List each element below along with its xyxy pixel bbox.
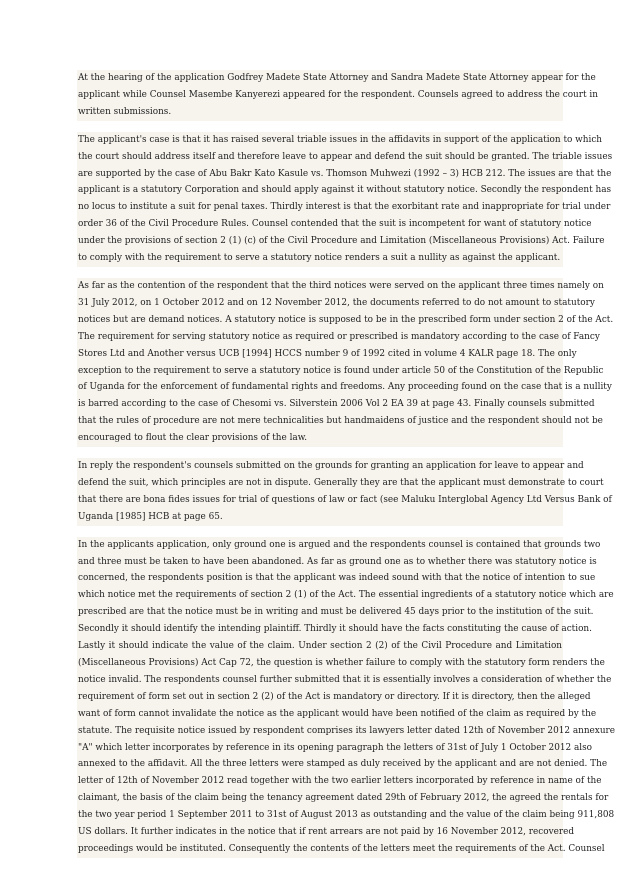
text-line: which notice met the requirements of section 2 (1) of the Act. The essential ingredients of a statutory notice which are xyxy=(78,590,614,601)
text-line: the two year period 1 September 2011 to 31st of August 2013 as outstanding and the value of the claim being 911,808 xyxy=(78,810,615,821)
text-line: proceedings would be instituted. Consequently the contents of the letters meet the requirements of the Act. Counsel xyxy=(78,843,605,854)
text-line: As far as the contention of the respondent that the third notices were served on the applicant three times namely on xyxy=(78,280,604,291)
text-line: requirement of form set out in section 2 (2) of the Act is mandatory or directory. If it is directory, then the alleged xyxy=(78,691,591,702)
text-line: annexed to the affidavit. All the three letters were stamped as duly received by the applicant and are not denied. The xyxy=(78,759,608,770)
paragraph-4 xyxy=(77,458,612,526)
text-line: order 36 of the Civil Procedure Rules. Counsel contended that the suit is incompetent for want of statutory notice xyxy=(78,219,592,230)
document-body xyxy=(77,70,616,869)
text-line: In reply the respondent's counsels submitted on the grounds for granting an application for leave to appear and xyxy=(78,461,584,472)
text-line: are supported by the case of Abu Bakr Kato Kasule vs. Thomson Muhwezi (1992 – 3) HCB 212. The issues are that the xyxy=(78,168,612,179)
text-line: of Uganda for the enforcement of fundamental rights and freedoms. Any proceeding found on the case that is a nullity xyxy=(78,382,612,393)
text-line: In the applicants application, only ground one is argued and the respondents counsel is contained that grounds two xyxy=(78,539,601,550)
text-line: to comply with the requirement to serve a statutory notice renders a suit a nullity as against the applicant. xyxy=(78,253,561,264)
paragraph-3 xyxy=(77,278,614,447)
text-line: encouraged to flout the clear provisions of the law. xyxy=(78,433,308,444)
paragraph-5 xyxy=(77,537,616,858)
text-line: that there are bona fides issues for trial of questions of law or fact (see Maluku Interglobal Agency Ltd Versus Bank of xyxy=(78,494,612,505)
text-line: 31 July 2012, on 1 October 2012 and on 12 November 2012, the documents referred to do not amount to statutory xyxy=(78,297,595,308)
text-line: Lastly it should indicate the value of the claim. Under section 2 (2) of the Civil Procedure and Limitation xyxy=(78,641,562,652)
text-line: written submissions. xyxy=(78,106,172,117)
text-line: prescribed are that the notice must be in writing and must be delivered 45 days prior to the institution of the suit. xyxy=(78,607,594,618)
text-line: and three must be taken to have been abandoned. As far as ground one as to whether there was statutory notice is xyxy=(78,556,597,567)
text-line: want of form cannot invalidate the notice as the applicant would have been notified of the claim as required by the xyxy=(78,708,597,719)
text-line: Secondly it should identify the intending plaintiff. Thirdly it should have the facts constituting the cause of action. xyxy=(78,624,592,635)
text-line: The requirement for serving statutory notice as required or prescribed is mandatory according to the case of Fancy xyxy=(78,331,600,342)
text-line: Uganda [1985] HCB at page 65. xyxy=(78,511,223,522)
text-line: applicant is a statutory Corporation and should apply against it without statutory notice. Secondly the respondent has xyxy=(78,185,612,196)
text-line: statute. The requisite notice issued by respondent comprises its lawyers letter dated 12th of November 2012 annexure xyxy=(78,725,616,736)
text-line: exception to the requirement to serve a statutory notice is found under article 50 of the Constitution of the Republic xyxy=(78,365,604,376)
paragraph-2 xyxy=(77,132,613,267)
text-line: notices but are demand notices. A statutory notice is supposed to be in the prescribed form under section 2 of the Act. xyxy=(78,314,614,325)
text-line: under the provisions of section 2 (1) (c) of the Civil Procedure and Limitation (Miscellaneous Provisions) Act. Failure xyxy=(78,236,605,247)
text-line: Stores Ltd and Another versus UCB [1994] HCCS number 9 of 1992 cited in volume 4 KALR page 18. The only xyxy=(78,348,577,359)
text-line: The applicant's case is that it has raised several triable issues in the affidavits in support of the application to which xyxy=(78,134,603,145)
text-line: letter of 12th of November 2012 read together with the two earlier letters incorporated by reference in name of the xyxy=(78,776,602,787)
text-line: is barred according to the case of Chesomi vs. Silverstein 2006 Vol 2 EA 39 at page 43. Finally counsels submitted xyxy=(78,399,595,410)
text-line: claimant, the basis of the claim being the tenancy agreement dated 29th of February 2012, the agreed the rentals for xyxy=(78,793,609,804)
text-line: concerned, the respondents position is that the applicant was indeed sound with that the notice of intention to sue xyxy=(78,573,596,584)
text-line: applicant while Counsel Masembe Kanyerezi appeared for the respondent. Counsels agreed to address the court in xyxy=(78,89,598,100)
text-line: the court should address itself and therefore leave to appear and defend the suit should be granted. The triable issues xyxy=(78,151,613,162)
text-line: At the hearing of the application Godfrey Madete State Attorney and Sandra Madete State Attorney appear for the xyxy=(78,73,596,83)
text-line: "A" which letter incorporates by reference in its opening paragraph the letters of 31st of July 1 October 2012 also xyxy=(78,742,592,753)
text-line: no locus to institute a suit for penal taxes. Thirdly interest is that the exorbitant rate and inappropriate for trial under xyxy=(78,202,611,213)
text-line: (Miscellaneous Provisions) Act Cap 72, the question is whether failure to comply with the statutory form renders the xyxy=(78,658,605,668)
text-line: defend the suit, which principles are not in dispute. Generally they are that the applicant must demonstrate to court xyxy=(78,477,604,488)
paragraph-1 xyxy=(77,70,598,121)
text-line: US dollars. It further indicates in the notice that if rent arrears are not paid by 16 November 2012, recovered xyxy=(78,827,575,838)
text-line: notice invalid. The respondents counsel further submitted that it is essentially involves a consideration of whether the xyxy=(78,674,612,685)
text-line: that the rules of procedure are not mere technicalities but handmaidens of justice and the respondent should not be xyxy=(78,416,603,427)
